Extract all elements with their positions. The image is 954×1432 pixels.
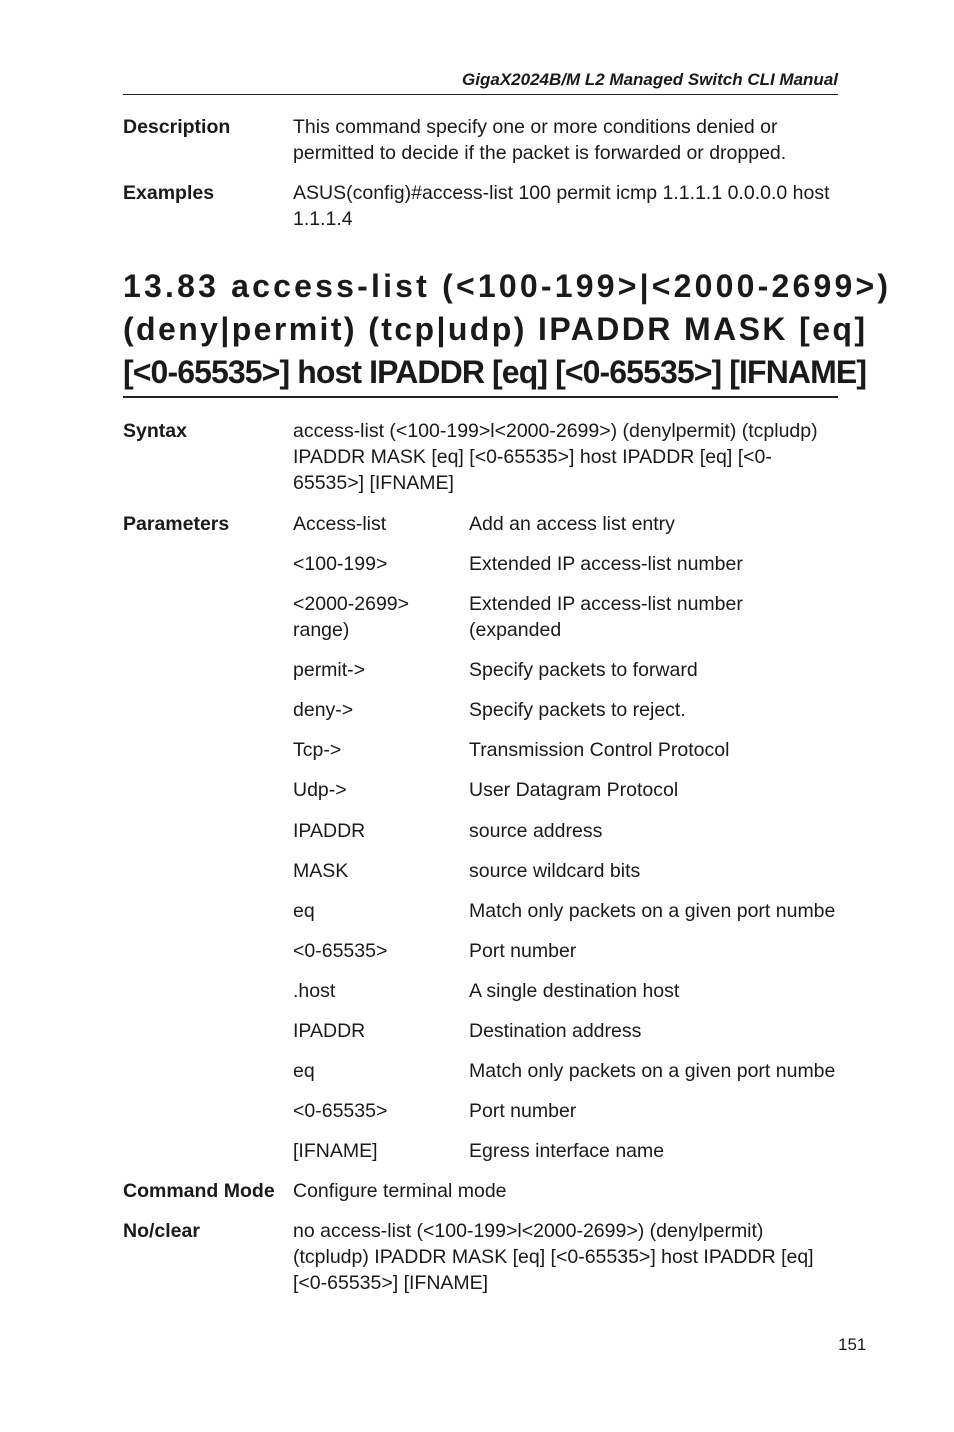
syntax-text: access-list (<100-199>l<2000-2699>) (denylpermit) (tcpludp) IPADDR MASK [eq] [<0-65535>] host IPADDR [eq] [<0-65535>] [IFNAME] [293, 420, 818, 494]
parameter-name: <0-65535> [293, 1100, 388, 1122]
parameter-description: A single destination host [469, 980, 680, 1002]
examples-text: ASUS(config)#access-list 100 permit icmp 1.1.1.1 0.0.0.0 host 1.1.1.4 [293, 182, 830, 230]
parameter-description: Specify packets to reject. [469, 699, 686, 721]
parameter-name: .host [293, 980, 336, 1002]
parameter-name: Tcp-> [293, 739, 342, 761]
parameter-description: Match only packets on a given port numbe [469, 1060, 836, 1082]
noclear-text: no access-list (<100-199>l<2000-2699>) (denylpermit) (tcpludp) IPADDR MASK [eq] [<0-65535>] host IPADDR [eq] [<0-65535>] [IFNAME] [293, 1220, 814, 1294]
parameter-name: <2000-2699> [293, 593, 410, 615]
parameter-name: <0-65535> [293, 940, 388, 962]
parameter-name: deny-> [293, 699, 354, 721]
parameter-name: IPADDR [293, 1020, 366, 1042]
parameter-name: Access-list [293, 513, 387, 535]
parameter-description: Port number [469, 1100, 577, 1122]
parameter-name: [IFNAME] [293, 1140, 378, 1162]
syntax-label: Syntax [123, 420, 187, 442]
parameter-description: Extended IP access-list number (expanded [469, 593, 743, 641]
parameter-description: source address [469, 820, 603, 842]
description-label: Description [123, 116, 231, 138]
section-heading [123, 265, 892, 398]
parameter-name: IPADDR [293, 820, 366, 842]
parameter-description-continued: range) [293, 619, 350, 641]
examples-label: Examples [123, 182, 215, 204]
parameter-name: Udp-> [293, 779, 347, 801]
running-header: GigaX2024B/M L2 Managed Switch CLI Manual [123, 70, 838, 95]
parameter-description: Transmission Control Protocol [469, 739, 730, 761]
parameter-description: source wildcard bits [469, 860, 641, 882]
parameter-description: Port number [469, 940, 577, 962]
section-heading-line-2: (deny|permit) (tcp|udp) IPADDR MASK [eq] [123, 311, 868, 347]
parameter-description: User Datagram Protocol [469, 779, 679, 801]
parameter-name: <100-199> [293, 553, 388, 575]
parameter-description: Add an access list entry [469, 513, 675, 535]
parameter-name: permit-> [293, 659, 366, 681]
parameter-description: Egress interface name [469, 1140, 665, 1162]
parameter-description: Destination address [469, 1020, 642, 1042]
parameter-description: Extended IP access-list number [469, 553, 743, 575]
parameters-label: Parameters [123, 513, 230, 535]
section-heading-line-3: [<0-65535>] host IPADDR [eq] [<0-65535>] [IFNAME] [123, 354, 867, 390]
parameter-name: eq [293, 900, 315, 922]
section-heading-line-1: 13.83 access-list (<100-199>|<2000-2699>) [123, 268, 892, 304]
description-text: This command specify one or more conditions denied or permitted to decide if the packet is forwarded or dropped. [293, 116, 787, 164]
parameter-description: Match only packets on a given port numbe [469, 900, 836, 922]
parameter-name: MASK [293, 860, 349, 882]
command-mode-text: Configure terminal mode [293, 1180, 507, 1202]
parameter-name: eq [293, 1060, 315, 1082]
parameter-description: Specify packets to forward [469, 659, 698, 681]
page-number: 151 [838, 1335, 867, 1354]
command-mode-label: Command Mode [123, 1180, 275, 1202]
noclear-label: No/clear [123, 1220, 200, 1242]
